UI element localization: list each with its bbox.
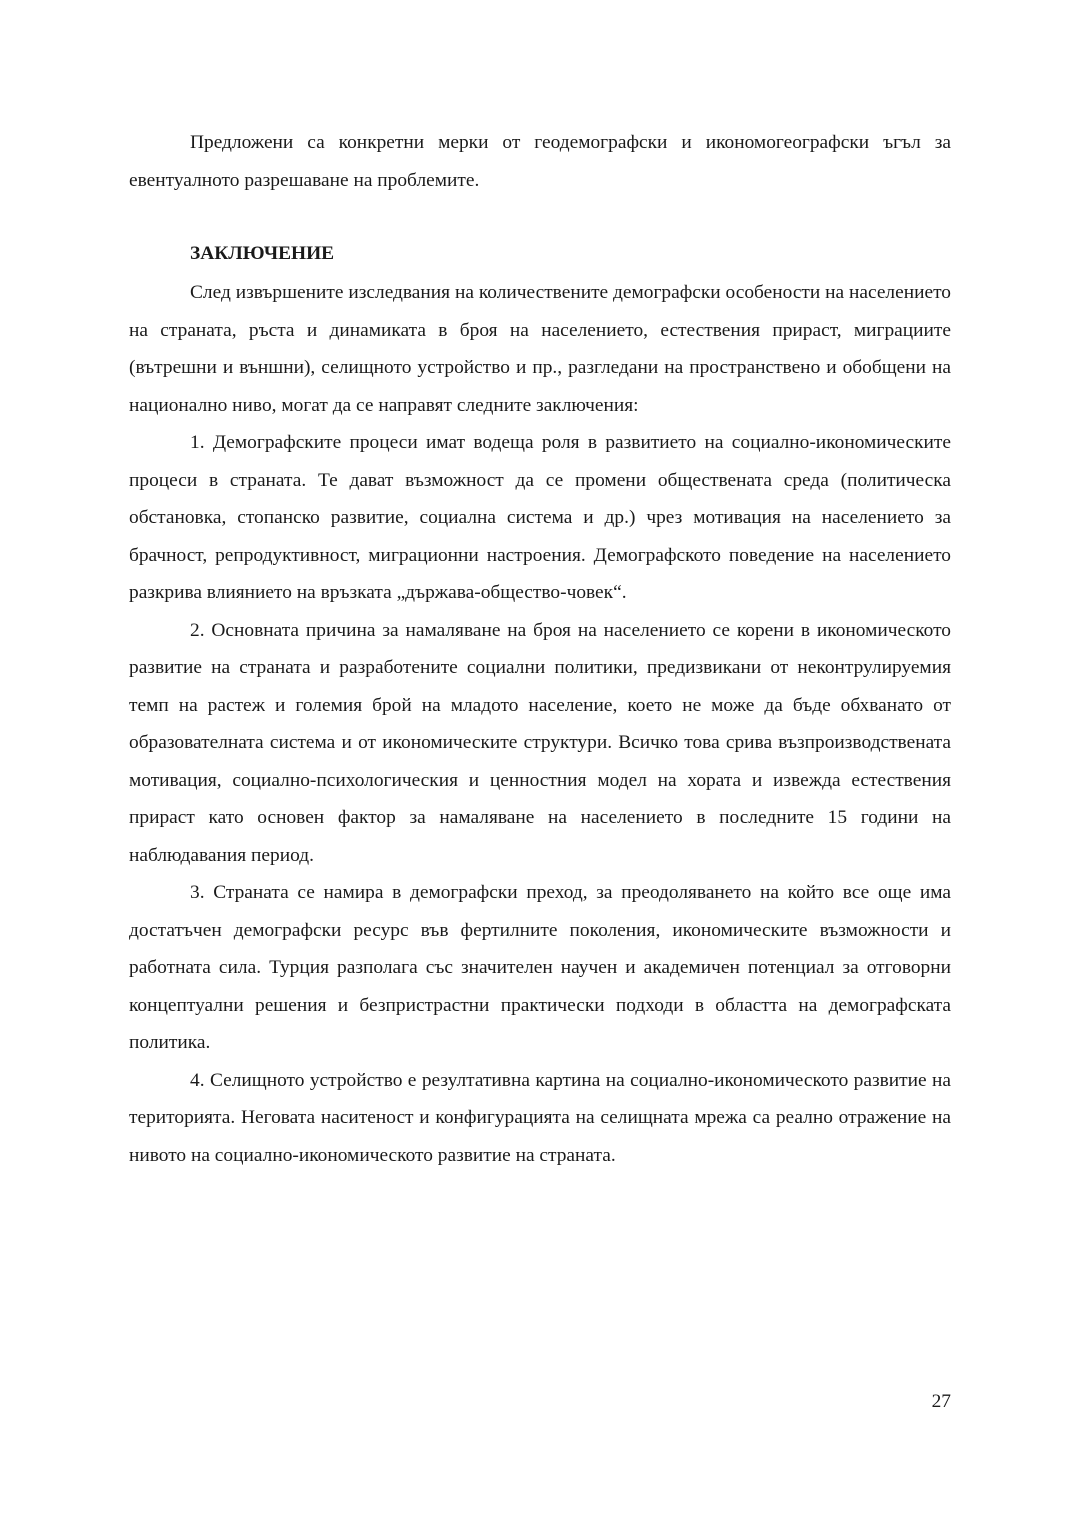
paragraph-intro-conclusions: След извършените изследвания на количествените демографски особености на населението на страната, ръста и динамиката в броя на населението, естествения прираст, миграциите (вътрешни и външни), селищното устройство и пр., разгледани на пространствено и обобщени на национално ниво, могат да се направят следните заключения:	[129, 282, 951, 416]
section-heading: ЗАКЛЮЧЕНИЕ	[190, 243, 335, 264]
paragraph-point-3: 3. Страната се намира в демографски преход, за преодоляването на който все още има достатъчен демографски ресурс във фертилните поколения, икономическите възможности и работната сила. Турция разполага със значителен научен и академичен потенциал за отговорни концептуални решения и безпристрастни практически подходи в областта на демографската политика.	[129, 882, 951, 1053]
conclusion-body	[129, 274, 951, 1174]
intro-section	[129, 124, 951, 199]
page-number: 27	[931, 1391, 951, 1412]
paragraph-point-1: 1. Демографските процеси имат водеща роля в развитието на социално-икономическите процеси в страната. Те дават възможност да се промени обществената среда (политическа обстановка, стопанско развитие, социална система и др.) чрез мотивация на населението за брачност, репродуктивност, миграционни настроения. Демографското поведение на населението разкрива влиянието на връзката „държава-общество-човек“.	[129, 432, 951, 603]
paragraph-point-4: 4. Селищното устройство е резултативна картина на социално-икономическото развитие на територията. Неговата наситеност и конфигурацията на селищната мрежа са реално отражение на нивото на социално-икономическото развитие на страната.	[129, 1069, 951, 1166]
paragraph-point-2: 2. Основната причина за намаляване на броя на населението се корени в икономическото развитие на страната и разработените социални политики, предизвикани от неконтрулируемия темп на растеж и големия брой на младото население, което не може да бъде обхванато от образователната система и от икономическите структури. Всичко това срива възпроизводствената мотивация, социално-психологическия и ценностния модел на хората и извежда естествения прираст като основен фактор за намаляване на населението в последните 15 години на наблюдавания период.	[129, 619, 951, 866]
intro-paragraph: Предложени са конкретни мерки от геодемографски и икономогеографски ъгъл за евентуалното разрешаване на проблемите.	[129, 132, 951, 191]
